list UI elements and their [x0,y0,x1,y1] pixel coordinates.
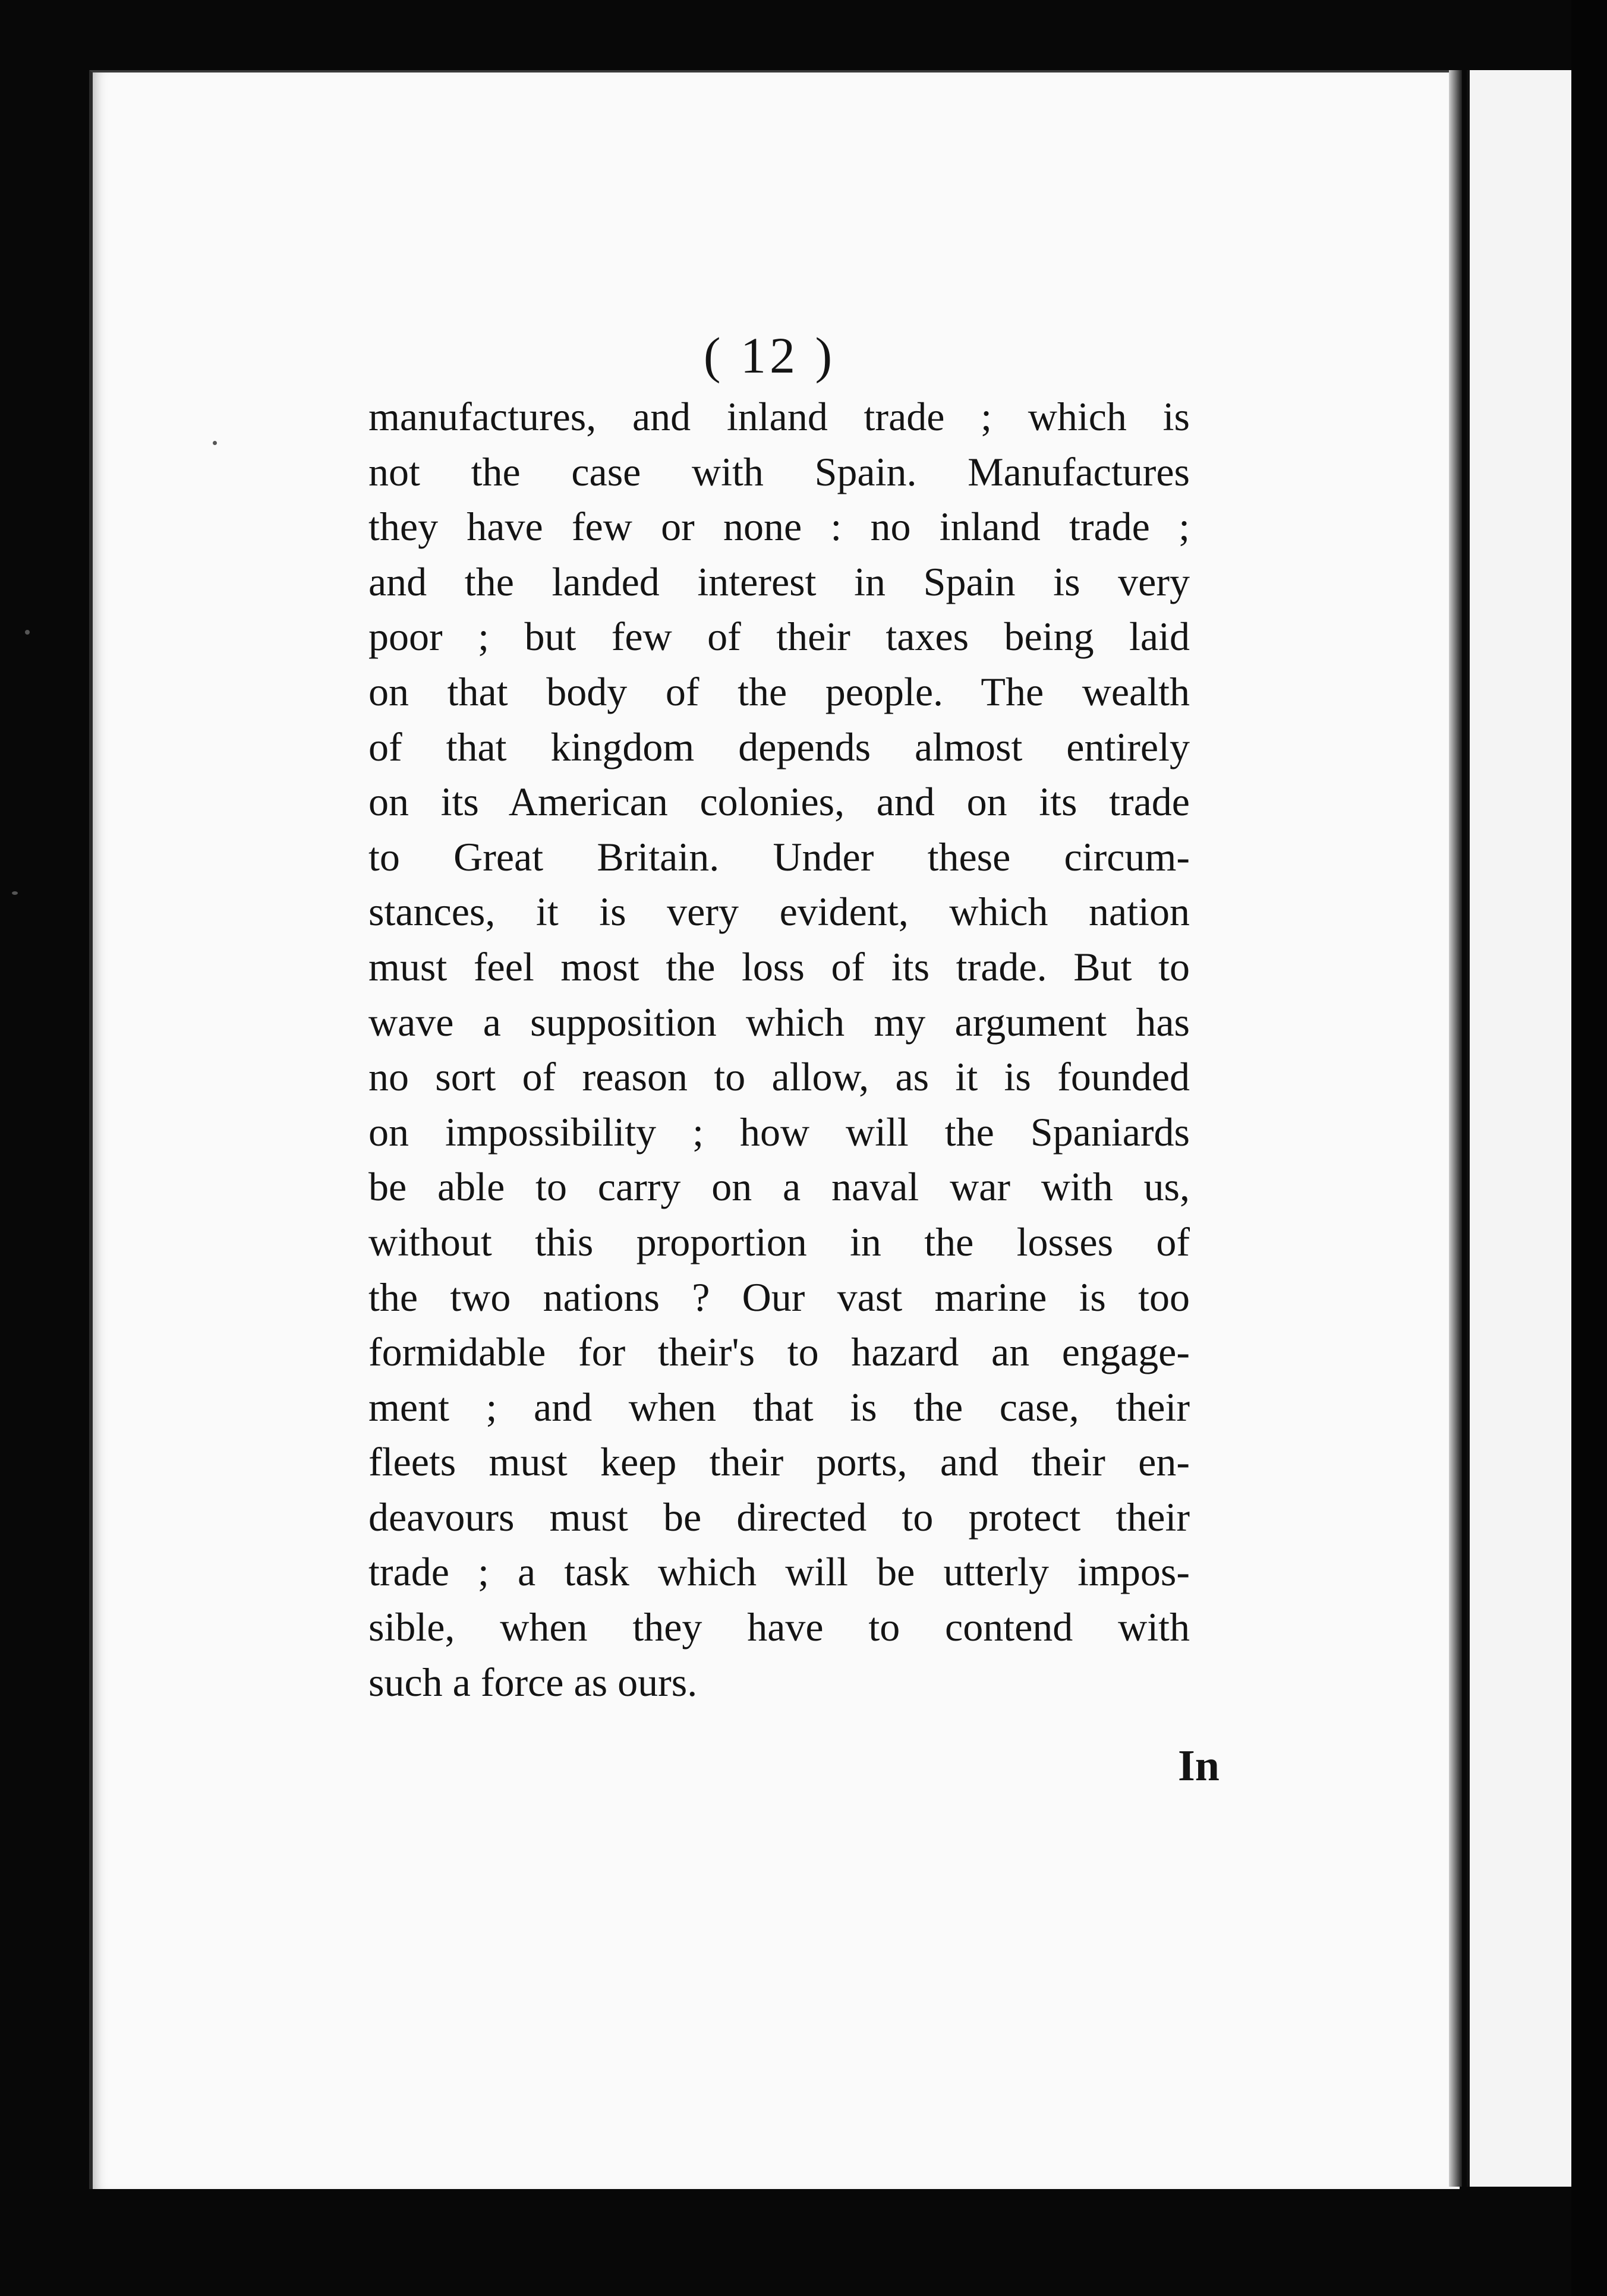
text-line: fleets must keep their ports, and their en- [368,1439,1190,1485]
catchword: In [1178,1742,1220,1790]
book-gutter [1449,70,1462,2187]
body-text [368,389,1190,1710]
text-line: such a force as ours. [368,1659,698,1705]
text-line: the two nations ? Our vast marine is too [368,1274,1190,1320]
text-line: stances, it is very evident, which nation [368,889,1190,935]
text-line: wave a supposition which my argument has [368,999,1190,1045]
text-line: on its American colonies, and on its trade [368,779,1190,825]
text-line: sible, when they have to contend with [368,1604,1190,1650]
text-line: on impossibility ; how will the Spaniards [368,1109,1190,1155]
text-line: they have few or none : no inland trade ; [368,504,1190,550]
text-line: without this proportion in the losses of [368,1219,1190,1264]
text-line: and the landed interest in Spain is very [368,559,1190,604]
text-line: deavours must be directed to protect their [368,1494,1190,1540]
scan-speck [12,891,18,895]
text-line: poor ; but few of their taxes being laid [368,614,1190,660]
scan-speck [213,441,217,445]
text-line: be able to carry on a naval war with us, [368,1164,1190,1210]
text-line: must feel most the loss of its trade. But to [368,944,1190,989]
text-line: no sort of reason to allow, as it is founded [368,1054,1190,1100]
text-line: of that kingdom depends almost entirely [368,724,1190,769]
scan-speck [25,630,30,635]
text-line: manufactures, and inland trade ; which is [368,394,1190,439]
text-line: not the case with Spain. Manufactures [368,449,1190,494]
text-line: formidable for their's to hazard an engage- [368,1329,1190,1375]
text-line: on that body of the people. The wealth [368,668,1190,714]
text-line: ment ; and when that is the case, their [368,1384,1190,1430]
text-line: trade ; a task which will be utterly impos- [368,1549,1190,1595]
text-line: to Great Britain. Under these circum- [368,834,1190,879]
scan-edge-shadow [1571,0,1607,2296]
page-number: ( 12 ) [703,327,836,384]
